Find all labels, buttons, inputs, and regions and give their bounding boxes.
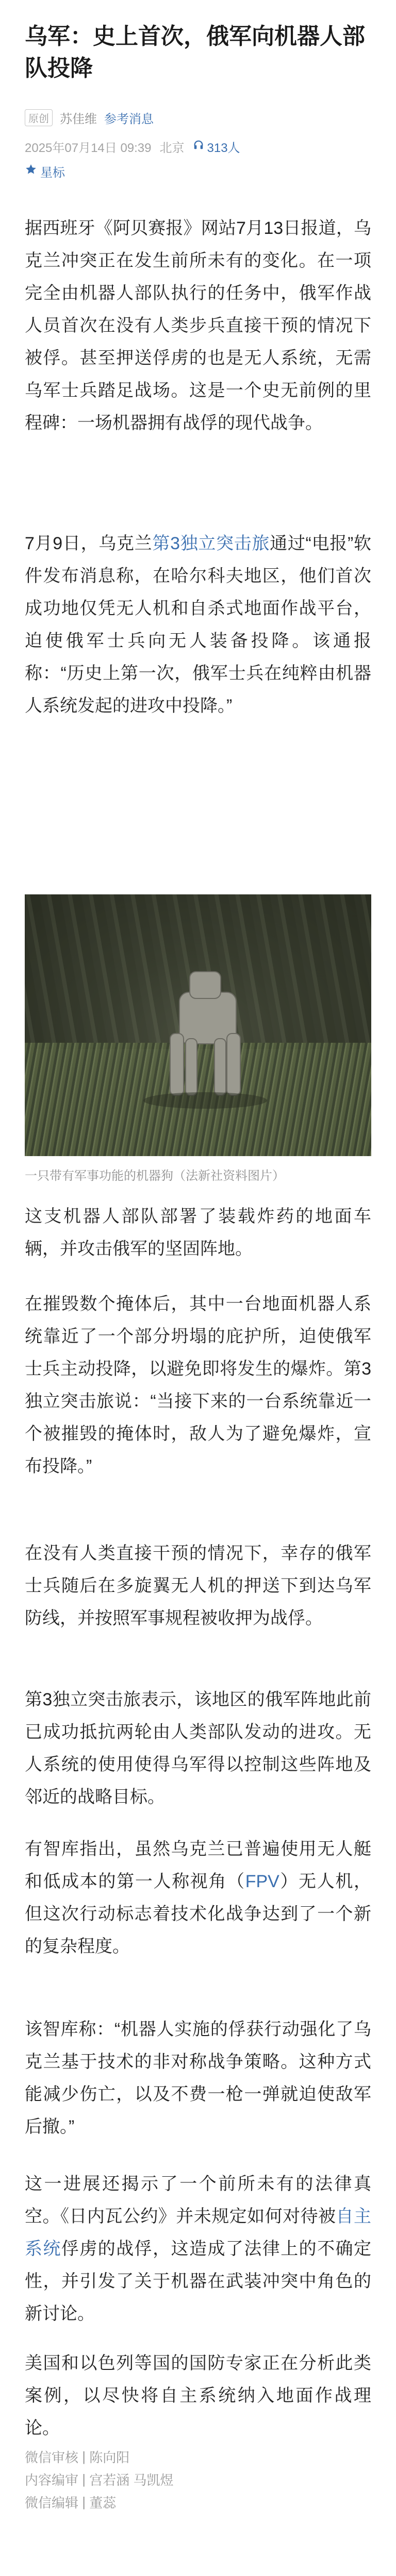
- editor-credits: [25, 2445, 371, 2513]
- fpv-link[interactable]: FPV: [245, 1872, 279, 1891]
- paragraph-7-text-a: 有智库指出，虽然乌克兰已普遍使用无人艇和低成本的第一人称视角（: [25, 1839, 371, 1891]
- paragraph-2-text-a: 7月9日，乌克兰: [25, 534, 153, 553]
- paragraph-4: 在摧毁数个掩体后，其中一台地面机器人系统靠近了一个部分坍塌的庇护所，迫使俄军士兵主动投降，以避免即将发生的爆炸。第3独立突击旅说：“当接下来的一台系统靠近一个被摧毁的掩体时，敌人为了避免爆炸，宣布投降。”: [25, 1294, 371, 1476]
- credit-value: 陈向阳: [89, 2449, 130, 2465]
- listen-button[interactable]: [193, 138, 240, 156]
- original-badge: 原创: [25, 109, 53, 126]
- image-caption: 一只带有军事功能的机器狗（法新社资料图片）: [25, 1169, 285, 1183]
- listen-count: 313人: [207, 141, 240, 155]
- paragraph-2: [25, 528, 371, 722]
- credit-line: 微信编辑 | 董蕊: [25, 2490, 371, 2513]
- paragraph-5: 在没有人类直接干预的情况下，幸存的俄军士兵随后在多旋翼无人机的押送下到达乌军防线，并按照军事规程被收押为战俘。: [25, 1544, 371, 1628]
- author-name: 苏佳维: [60, 112, 97, 126]
- paragraph-9: [25, 2168, 371, 2330]
- paragraph-8: 该智库称：“机器人实施的俘获行动强化了乌克兰基于技术的非对称战争策略。这种方式能减少伤亡，以及不费一枪一弹就迫使敌军后撤。”: [25, 2020, 371, 2137]
- article-meta-secondary: [25, 137, 371, 156]
- headphones-icon: [193, 139, 204, 154]
- credit-line: 微信审核 | 陈向阳: [25, 2445, 371, 2468]
- paragraph-3: 这支机器人部队部署了装载炸药的地面车辆，并攻击俄军的坚固阵地。: [25, 1207, 371, 1259]
- source-account-link[interactable]: 参考消息: [104, 112, 154, 126]
- paragraph-7-text-b: ）无人机，但这次行动标志着技术化战争达到了一个新的复杂程度。: [25, 1872, 372, 1956]
- paragraph-7: [25, 1833, 371, 1963]
- credit-label: 微信编辑: [25, 2495, 79, 2511]
- paragraph-9-text-b: 俘虏的战俘，这造成了法律上的不确定性，并引发了关于机器在武装冲突中角色的新讨论。: [25, 2239, 372, 2324]
- brigade-link[interactable]: 第3独立突击旅: [152, 534, 270, 553]
- robot-dog-figure: [25, 894, 371, 1156]
- publish-datetime: 2025年07月14日 09:39: [25, 141, 152, 155]
- credit-value: 董蕊: [89, 2495, 117, 2511]
- paragraph-10: 美国和以色列等国的国防专家正在分析此类案例，以尽快将自主系统纳入地面作战理论。: [25, 2353, 371, 2438]
- credit-label: 内容编审: [25, 2472, 79, 2488]
- star-button[interactable]: [25, 162, 371, 180]
- star-icon: [25, 163, 37, 179]
- paragraph-2-text-b: 通过“电报”软件发布消息称，在哈尔科夫地区，他们首次成功地仅凭无人机和自杀式地面作战平台，迫使俄军士兵向无人装备投降。该通报称：“历史上第一次，俄军士兵在纯粹由机器人系统发起的进攻中投降。”: [25, 534, 371, 716]
- publish-location: 北京: [159, 141, 185, 155]
- article-meta: [25, 107, 371, 128]
- credit-value: 宫若涵 马凯煜: [89, 2472, 174, 2488]
- robot-dog-photo[interactable]: [25, 894, 371, 1156]
- autonomous-system-link[interactable]: 自主系统: [25, 2207, 372, 2259]
- paragraph-1: 据西班牙《阿贝赛报》网站7月13日报道，乌克兰冲突正在发生前所未有的变化。在一项完全由机器人部队执行的任务中，俄军作战人员首次在没有人类步兵直接干预的情况下被俘。甚至押送俘虏的也是无人系统，无需乌军士兵踏足战场。这是一个史无前例的里程碑：一场机器拥有战俘的现代战争。: [25, 218, 371, 433]
- paragraph-6: 第3独立突击旅表示，该地区的俄军阵地此前已成功抵抗两轮由人类部队发动的进攻。无人系统的使用使得乌军得以控制这些阵地及邻近的战略目标。: [25, 1690, 371, 1807]
- paragraph-9-text-a: 这一进展还揭示了一个前所未有的法律真空。《日内瓦公约》并未规定如何对待被: [25, 2174, 371, 2226]
- credit-line: 内容编审 | 宫若涵 马凯煜: [25, 2468, 371, 2490]
- star-label: 星标: [40, 165, 65, 180]
- credit-label: 微信审核: [25, 2449, 79, 2465]
- article-title: 乌军：史上首次，俄军向机器人部队投降: [25, 24, 365, 81]
